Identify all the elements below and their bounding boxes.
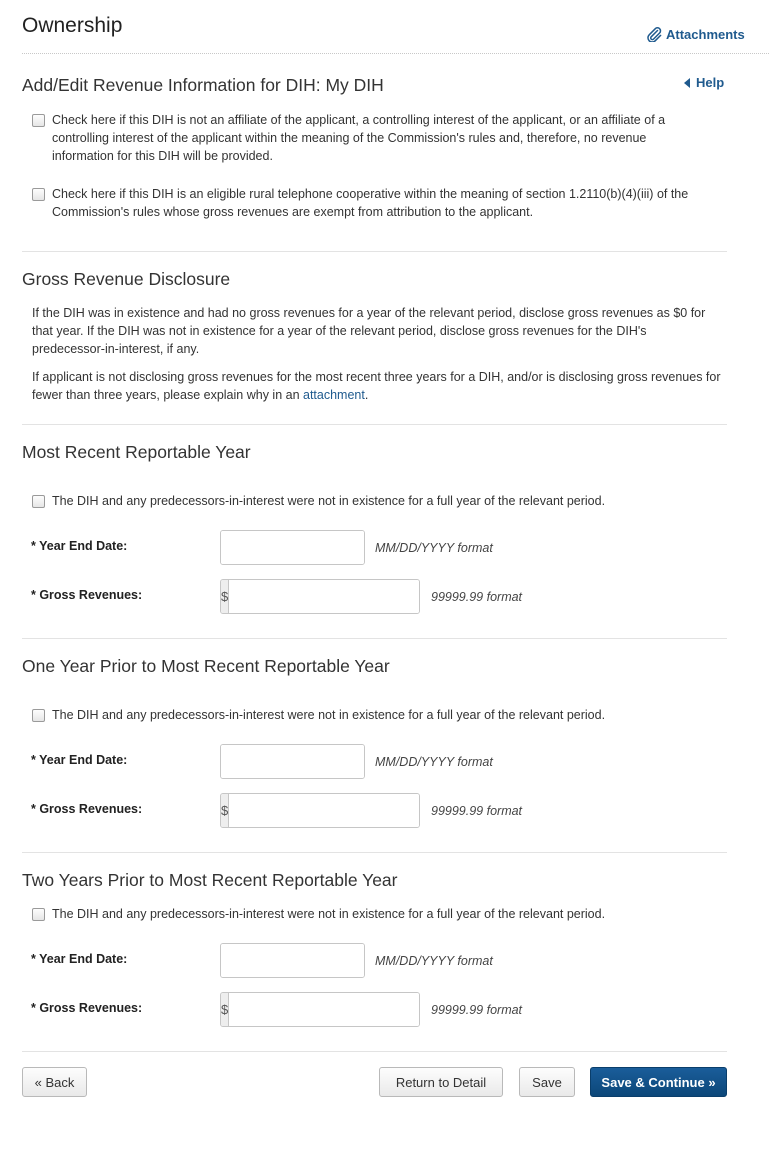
section-divider	[22, 638, 727, 639]
not-in-existence-checkbox[interactable]	[32, 495, 45, 508]
date-format-hint: MM/DD/YYYY format	[375, 755, 493, 769]
attachments-link[interactable]	[646, 26, 745, 42]
title-divider	[22, 53, 769, 54]
year-section-title: Two Years Prior to Most Recent Reportable Year	[22, 870, 398, 890]
section-divider	[22, 424, 727, 425]
affiliate-checkbox-row	[32, 111, 702, 165]
currency-addon: $	[221, 794, 229, 827]
rural-coop-checkbox[interactable]	[32, 188, 45, 201]
not-in-existence-checkbox[interactable]	[32, 709, 45, 722]
affiliate-checkbox[interactable]	[32, 114, 45, 127]
year-end-date-label: * Year End Date:	[31, 952, 128, 966]
year-end-date-input[interactable]	[221, 944, 365, 977]
year-end-date-input[interactable]	[221, 531, 365, 564]
gross-revenues-group	[220, 793, 420, 828]
gross-revenues-label: * Gross Revenues:	[31, 1001, 143, 1015]
currency-addon: $	[221, 580, 229, 613]
back-button[interactable]: « Back	[22, 1067, 87, 1097]
gross-revenues-input[interactable]	[229, 580, 420, 613]
year-end-date-label: * Year End Date:	[31, 539, 128, 553]
save-button[interactable]: Save	[519, 1067, 575, 1097]
currency-addon: $	[221, 993, 229, 1026]
gross-revenues-group	[220, 579, 420, 614]
page-title: Ownership	[22, 14, 123, 37]
help-label: Help	[696, 75, 725, 90]
gross-format-hint: 99999.99 format	[431, 1003, 523, 1017]
attachment-link[interactable]: attachment	[303, 388, 365, 402]
date-format-hint: MM/DD/YYYY format	[375, 541, 493, 555]
disclosure-paragraph-1: If the DIH was in existence and had no gross revenues for a year of the relevant period, disclose gross revenues as $0 for that year. If the DIH was not in existence for a year of the relevant period, disclose gross revenues for the DIH's predecessor-in-interest, if any.	[32, 306, 706, 356]
not-in-existence-checkbox[interactable]	[32, 908, 45, 921]
not-in-existence-row	[32, 492, 702, 510]
not-in-existence-row	[32, 905, 702, 923]
section-divider	[22, 852, 727, 853]
year-section-title: Most Recent Reportable Year	[22, 442, 251, 462]
not-in-existence-label: The DIH and any predecessors-in-interest were not in existence for a full year of the relevant period.	[52, 494, 606, 508]
gross-revenues-input[interactable]	[229, 993, 420, 1026]
disclosure-title: Gross Revenue Disclosure	[22, 269, 231, 289]
disclosure-paragraph-2-end: .	[364, 388, 369, 402]
date-format-hint: MM/DD/YYYY format	[375, 954, 493, 968]
attachments-label: Attachments	[666, 26, 745, 42]
save-and-continue-button[interactable]: Save & Continue »	[590, 1067, 727, 1097]
year-end-date-group	[220, 530, 365, 565]
rural-coop-checkbox-row	[32, 185, 702, 221]
return-to-detail-button[interactable]: Return to Detail	[379, 1067, 503, 1097]
gross-revenues-label: * Gross Revenues:	[31, 802, 143, 816]
rural-coop-checkbox-label: Check here if this DIH is an eligible rural telephone cooperative within the meaning of section 1.2110(b)(4)(iii) of the Commission's rules whose gross revenues are exempt from attribution to the applicant.	[52, 187, 689, 219]
not-in-existence-label: The DIH and any predecessors-in-interest were not in existence for a full year of the relevant period.	[52, 708, 606, 722]
help-link[interactable]	[684, 75, 724, 90]
caret-left-icon	[684, 78, 690, 88]
paperclip-icon	[646, 26, 662, 42]
year-end-date-input[interactable]	[221, 745, 365, 778]
gross-format-hint: 99999.99 format	[431, 804, 523, 818]
gross-revenues-group	[220, 992, 420, 1027]
not-in-existence-row	[32, 706, 702, 724]
year-end-date-label: * Year End Date:	[31, 753, 128, 767]
section-divider	[22, 1051, 727, 1052]
affiliate-checkbox-label: Check here if this DIH is not an affiliate of the applicant, a controlling interest of the applicant, or an affiliate of a controlling interest of the applicant within the meaning of the Commission's rules and, therefore, no revenue information for this DIH will be provided.	[52, 113, 666, 163]
disclosure-paragraph-2	[32, 368, 722, 404]
disclosure-paragraph-2-text: If applicant is not disclosing gross revenues for the most recent three years for a DIH, and/or is disclosing gross revenues for fewer than three years, please explain why in an	[32, 370, 721, 402]
section-divider	[22, 251, 727, 252]
year-section-title: One Year Prior to Most Recent Reportable Year	[22, 656, 390, 676]
not-in-existence-label: The DIH and any predecessors-in-interest were not in existence for a full year of the relevant period.	[52, 907, 606, 921]
revenue-info-title: Add/Edit Revenue Information for DIH: My DIH	[22, 75, 384, 95]
gross-format-hint: 99999.99 format	[431, 590, 523, 604]
gross-revenues-input[interactable]	[229, 794, 420, 827]
gross-revenues-label: * Gross Revenues:	[31, 588, 143, 602]
year-end-date-group	[220, 744, 365, 779]
year-end-date-group	[220, 943, 365, 978]
